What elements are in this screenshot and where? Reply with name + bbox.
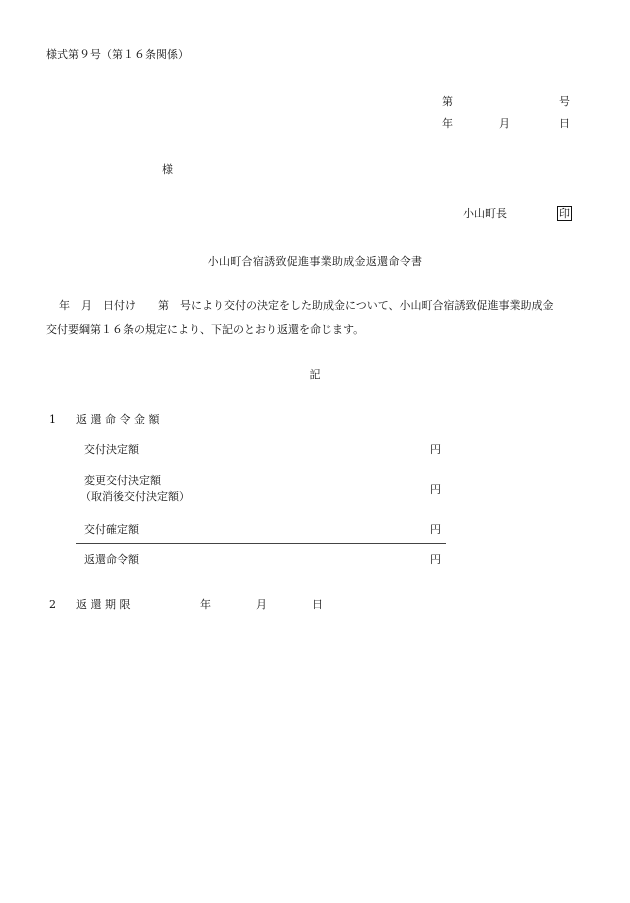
row-henko-sublabel: （取消後交付決定額） <box>80 490 190 503</box>
form-id: 様式第９号（第１６条関係） <box>46 48 189 61</box>
row-henko-label: 変更交付決定額 <box>84 474 161 487</box>
date-month: 月 <box>499 117 510 130</box>
row-kakutei-label: 交付確定額 <box>84 523 139 536</box>
row-henkan-meirei-label: 返還命令額 <box>84 553 139 566</box>
row-kofu-kettei-unit: 円 <box>430 443 441 456</box>
section-2-label: 返還期限 <box>76 598 134 611</box>
section-2-month: 月 <box>256 598 267 611</box>
body-line-1: 年 月 日付け 第 号により交付の決定をした助成金について、小山町合宿誘致促進事業助成金 <box>59 299 554 312</box>
body-line-2: 交付要綱第１６条の規定により、下記のとおり返還を命じます。 <box>46 323 365 336</box>
row-henko-unit: 円 <box>430 483 441 496</box>
recipient-suffix: 様 <box>162 163 173 176</box>
doc-number-go: 号 <box>559 95 570 108</box>
date-year: 年 <box>442 117 453 130</box>
document-title: 小山町合宿誘致促進事業助成金返還命令書 <box>207 255 423 268</box>
section-2-number: 2 <box>49 598 56 611</box>
row-henkan-meirei-unit: 円 <box>430 553 441 566</box>
section-2-year: 年 <box>200 598 211 611</box>
date-day: 日 <box>559 117 570 130</box>
row-kakutei-unit: 円 <box>430 523 441 536</box>
doc-number-dai: 第 <box>442 95 453 108</box>
section-2-day: 日 <box>312 598 323 611</box>
section-1-label: 返還命令金額 <box>76 413 163 426</box>
seal-box: 印 <box>559 207 570 220</box>
row-kofu-kettei-label: 交付決定額 <box>84 443 139 456</box>
section-1-number: 1 <box>49 413 56 426</box>
ki-heading: 記 <box>309 368 321 381</box>
table-divider <box>76 543 446 544</box>
issuer: 小山町長 <box>463 207 507 220</box>
